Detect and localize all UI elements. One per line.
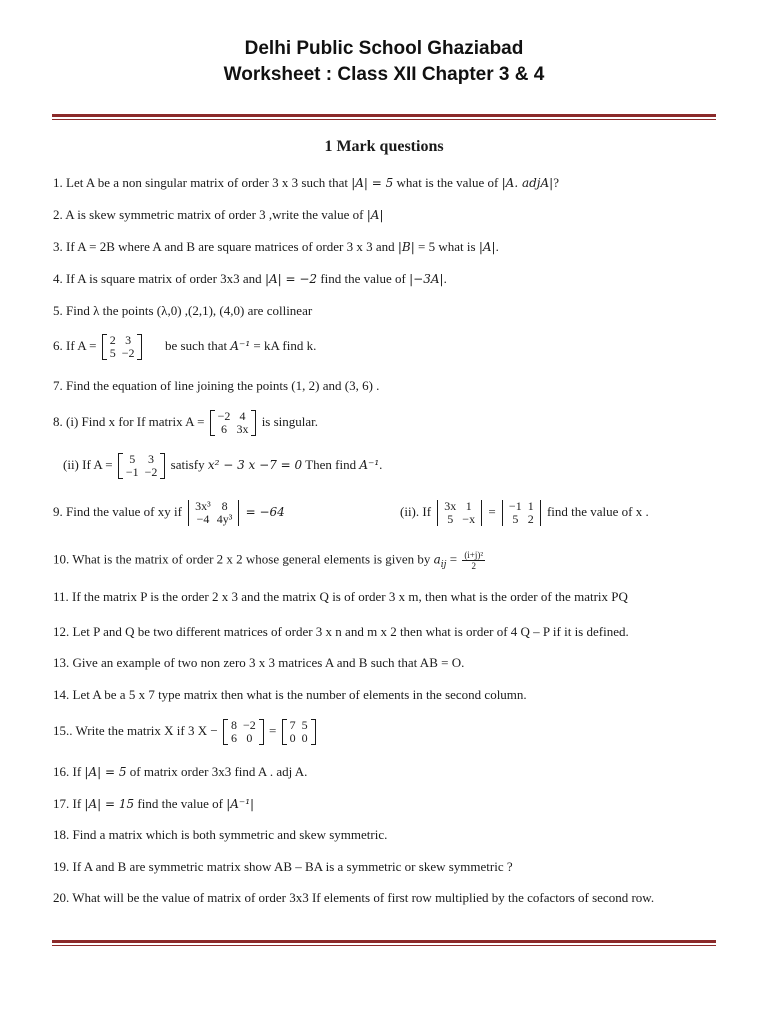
question-16: 16. If |A| = 5 of matrix order 3x3 find A . adj A. (53, 764, 308, 779)
matrix: 7 5 0 0 (282, 719, 316, 745)
question-19: 19. If A and B are symmetric matrix show AB – BA is a symmetric or skew symmetric ? (53, 859, 513, 874)
fraction: $\frac{\text{(i+j)²}}{2}$ (464, 550, 484, 571)
question-2: 2. A is skew symmetric matrix of order 3 ,write the value of |A| (53, 207, 384, 222)
matrix-a: 5 3 −1 −2 (118, 453, 166, 479)
section-title: 1 Mark questions (324, 138, 444, 155)
matrix-a: 2 3 5 −2 (102, 334, 143, 360)
question-9-i: 9. Find the value of xy if 3x³ 8 −4 4y³ = −64 (53, 499, 285, 526)
question-9-ii: (ii). If 3x 1 5 −x = −1 1 5 2 find the value of x . (400, 499, 649, 526)
question-18: 18. Find a matrix which is both symmetric and skew symmetric. (53, 827, 388, 842)
question-13: 13. Give an example of two non zero 3 x 3 matrices A and B such that AB = O. (53, 655, 465, 670)
question-10: 10. What is the matrix of order 2 x 2 whose general elements is given by $a_{ij}$ = $\frac{\text{(i+j)²}}{2}$ (53, 550, 484, 571)
question-15: 15.. Write the matrix X if 3 X − 8 −2 6 0 = 7 5 0 0 (53, 719, 318, 745)
matrix-a: −2 4 6 3x (210, 410, 257, 436)
question-3: 3. If A = 2B where A and B are square matrices of order 3 x 3 and |B| = 5 what is |A|. (53, 239, 499, 254)
question-1: 1. Let A be a non singular matrix of order 3 x 3 such that |A| = 5 what is the value of |A. adjA|? (53, 175, 559, 190)
school-name: Delhi Public School Ghaziabad (244, 38, 524, 59)
worksheet-title: Worksheet : Class XII Chapter 3 & 4 (223, 64, 545, 85)
top-divider (52, 114, 716, 120)
question-14: 14. Let A be a 5 x 7 type matrix then what is the number of elements in the second column. (53, 687, 527, 702)
matrix: 8 −2 6 0 (223, 719, 264, 745)
question-12: 12. Let P and Q be two different matrices of order 3 x n and m x 2 then what is order of 4 Q – P if it is defined. (53, 624, 629, 639)
bottom-divider (52, 940, 716, 946)
question-6: 6. If A = 2 3 5 −2 be such that A⁻¹ = kA find k. (53, 333, 317, 360)
question-17: 17. If |A| = 15 find the value of |A⁻¹| (53, 796, 255, 811)
question-5: 5. Find λ the points (λ,0) ,(2,1), (4,0) are collinear (53, 303, 313, 318)
question-8-i: 8. (i) Find x for If matrix A = −2 4 6 3x is singular. (53, 409, 319, 436)
question-20: 20. What will be the value of matrix of order 3x3 If elements of first row multiplied by the cofactors of second row. (53, 890, 655, 905)
question-11: 11. If the matrix P is the order 2 x 3 and the matrix Q is of order 3 x m, then what is the order of the matrix PQ (53, 589, 628, 604)
worksheet-header (0, 36, 768, 88)
question-8-ii: (ii) If A = 5 3 −1 −2 satisfy x² − 3 x −7 = 0 Then find A⁻¹. (63, 452, 383, 479)
determinant: 3x 1 5 −x (436, 500, 483, 526)
question-4: 4. If A is square matrix of order 3x3 and |A| = −2 find the value of |−3A|. (53, 271, 447, 286)
question-7: 7. Find the equation of line joining the points (1, 2) and (3, 6) . (53, 378, 380, 393)
determinant: −1 1 5 2 (501, 500, 542, 526)
determinant: 3x³ 8 −4 4y³ (187, 500, 240, 526)
